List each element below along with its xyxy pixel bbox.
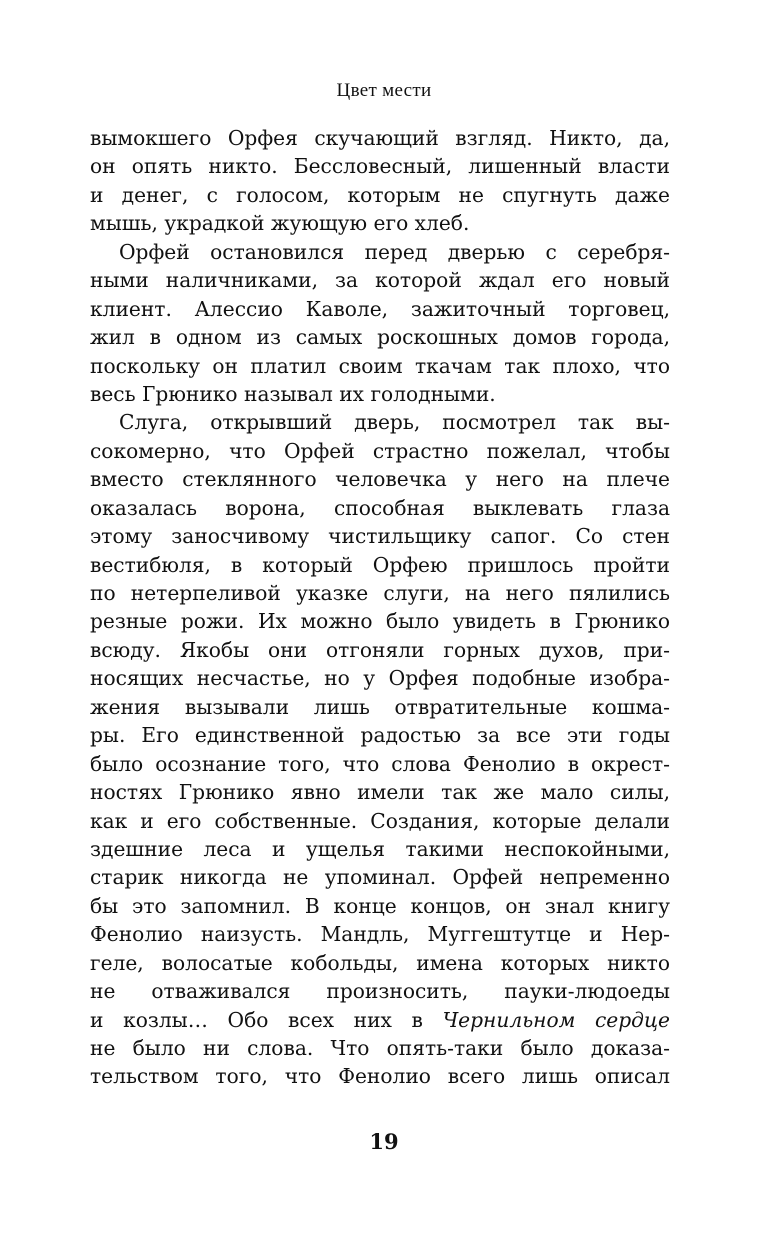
text-fragment: и козлы… Обо всех них в (90, 1007, 423, 1032)
text-line: не отваживался произносить, пауки-людоеды (90, 979, 670, 1004)
text-line: ными наличниками, за которой ждал его новый (90, 268, 670, 293)
text-line: по нетерпеливой указке слуги, на него пялились (90, 581, 670, 605)
text-line: не было ни слова. Что опять-таки было доказа- (90, 1036, 670, 1060)
text-line: Фенолио наизусть. Мандль, Муггештутце и Нер- (90, 922, 670, 947)
text-line: носящих несчастье, но у Орфея подобные изобра- (90, 666, 670, 691)
text-line: оказалась ворона, способная выклевать глаза (90, 495, 670, 520)
text-line: вымокшего Орфея скучающий взгляд. Никто, да, (90, 126, 670, 150)
page-number: 19 (369, 1129, 399, 1154)
text-line: поскольку он платил своим ткачам так плохо, что (90, 353, 670, 378)
text-line: клиент. Алессио Каволе, зажиточный торговец, (90, 296, 670, 321)
text-line: здешние леса и ущелья такими неспокойными, (90, 836, 670, 861)
text-line: геле, волосатые кобольды, имена которых никто (90, 950, 670, 975)
text-line: сокомерно, что Орфей страстно пожелал, чтобы (90, 438, 670, 463)
text-line: мышь, украдкой жующую его хлеб. (90, 211, 470, 236)
text-line: было осознание того, что слова Фенолио в окрест- (90, 751, 670, 776)
text-line: ностях Грюнико явно имели так же мало силы, (90, 780, 670, 805)
text-line: жения вызывали лишь отвратительные кошма- (90, 694, 670, 719)
text-line: он опять никто. Бессловесный, лишенный власти (90, 154, 670, 179)
text-line: и денег, с голосом, которым не спугнуть даже (90, 182, 670, 207)
text-line: Орфей остановился перед дверью с серебря- (119, 239, 670, 264)
body-text (90, 124, 670, 1091)
text-line (90, 1006, 670, 1034)
text-line: старик никогда не упоминал. Орфей непременно (90, 865, 670, 890)
text-line: тельством того, что Фенолио всего лишь описал (90, 1064, 670, 1089)
text-line: жил в одном из самых роскошных домов города, (90, 325, 670, 350)
text-line: всюду. Якобы они отгоняли горных духов, при- (90, 637, 670, 662)
text-line: этому заносчивому чистильщику сапог. Со стен (90, 524, 670, 549)
text-line: как и его собственные. Создания, которые делали (90, 808, 670, 833)
text-line: вестибюля, в который Орфею пришлось пройти (90, 552, 670, 577)
text-line: резные рожи. Их можно было увидеть в Грюнико (90, 609, 670, 634)
text-line: ры. Его единственной радостью за все эти годы (90, 723, 670, 748)
text-line: вместо стеклянного человечка у него на плече (90, 467, 670, 492)
running-head: Цвет мести (336, 80, 432, 101)
text-line: бы это запомнил. В конце концов, он знал книгу (90, 893, 670, 918)
book-title-italic: Чернильном сердце (442, 1007, 670, 1032)
text-line: Слуга, открывший дверь, посмотрел так вы- (119, 410, 670, 435)
text-line: весь Грюнико называл их голодными. (90, 381, 496, 406)
